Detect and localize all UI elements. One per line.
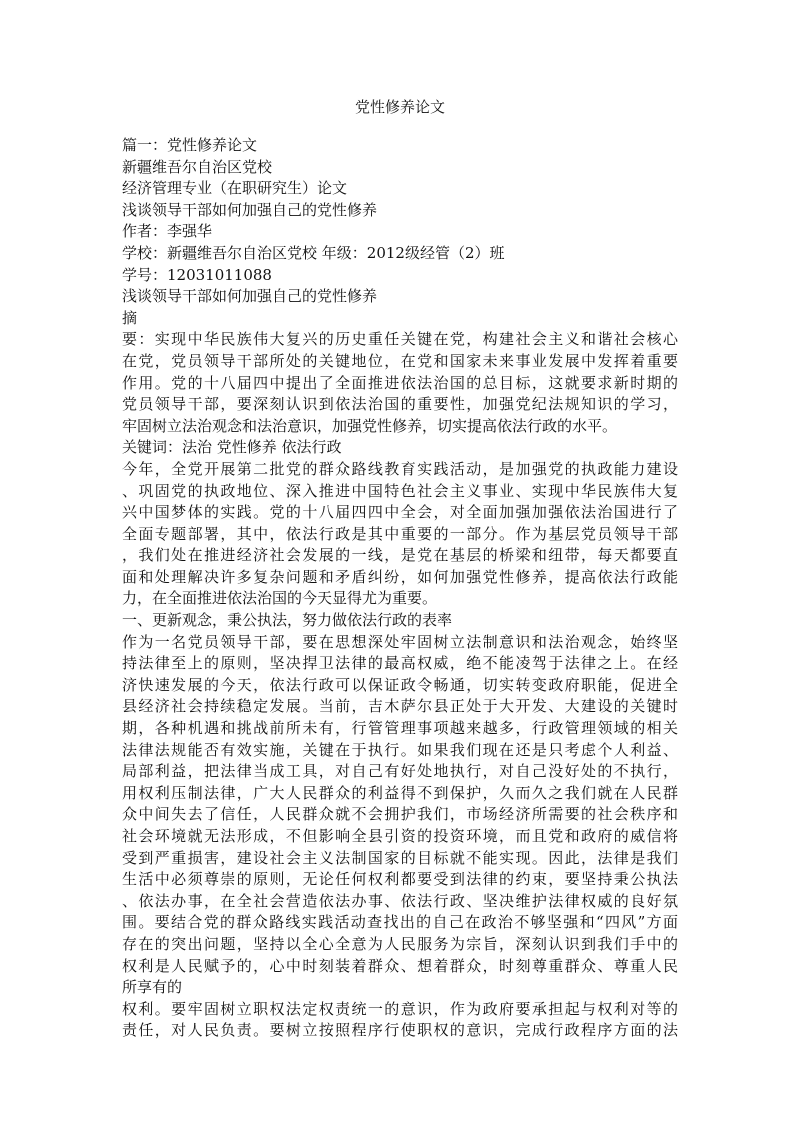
text-line: 持法律至上的原则，坚决捍卫法律的最高权威，绝不能凌驾于法律之上。在经: [122, 654, 678, 673]
text-line: 局部利益，把法律当成工具，对自己有好处地执行，对自己没好处的不执行，: [122, 762, 678, 781]
text-line: 所享有的: [122, 978, 183, 997]
document-body: [122, 135, 678, 1042]
text-line: 作用。党的十八届四中提出了全面推进依法治国的总目标，这就要求新时期的: [122, 373, 678, 392]
text-line: 围。要结合党的群众路线实践活动查找出的自己在政治不够坚强和“四风”方面: [122, 913, 678, 932]
text-line: 济快速发展的今天，依法行政可以保证政令畅通，切实转变政府职能，促进全: [122, 675, 678, 694]
text-line: 摘: [122, 308, 138, 327]
text-line: 权利是人民赋予的，心中时刻装着群众、想着群众，时刻尊重群众、尊重人民: [122, 956, 678, 975]
text-line: 党员领导干部，要深刻认识到依法治国的重要性，加强党纪法规知识的学习，: [122, 395, 678, 414]
text-line: 新疆维吾尔自治区党校: [122, 157, 273, 176]
text-line: 、巩固党的执政地位、深入推进中国特色社会主义事业、实现中华民族伟大复: [122, 481, 678, 500]
text-line: 存在的突出问题，坚持以全心全意为人民服务为宗旨，深刻认识到我们手中的: [122, 934, 678, 953]
text-line: 用权利压制法律，广大人民群众的利益得不到保护，久而久之我们就在人民群: [122, 783, 678, 802]
text-line: 浅谈领导干部如何加强自己的党性修养: [122, 200, 378, 219]
text-line: 篇一：党性修养论文: [122, 136, 258, 154]
text-line: 生活中必须尊崇的原则，无论任何权利都要受到法律的约束，要坚持秉公执法: [122, 870, 678, 889]
text-line: 兴中国梦体的实践。党的十八届四四中全会，对全面加强加强依法治国进行了: [122, 503, 678, 522]
text-line: 经济管理专业（在职研究生）论文: [122, 179, 348, 198]
text-line: 作为一名党员领导干部，要在思想深处牢固树立法制意识和法治观念，始终坚: [122, 632, 678, 651]
text-line: 力，在全面推进依法治国的今天显得尤为重要。: [122, 589, 438, 608]
text-line: 要：实现中华民族伟大复兴的历史重任关键在党，构建社会主义和谐社会核心: [122, 330, 678, 349]
text-line: 期，各种机遇和挑战前所未有，行管管理事项越来越多，行政管理领域的相关: [122, 719, 678, 738]
text-line: 作者：李强华: [122, 222, 213, 241]
text-line: 权利。要牢固树立职权法定权责统一的意识，作为政府要承担起与权利对等的: [122, 999, 678, 1018]
text-line: 一、更新观念，秉公执法，努力做依法行政的表率: [122, 611, 453, 630]
text-line: 学号：12031011088: [122, 265, 272, 284]
text-line: 法律法规能否有效实施，关键在于执行。如果我们现在还是只考虑个人利益、: [122, 740, 678, 759]
text-line: 学校：新疆维吾尔自治区党校 年级：2012级经管（2）班: [122, 243, 505, 262]
text-line: 众中间失去了信任，人民群众就不会拥护我们，市场经济所需要的社会秩序和: [122, 805, 678, 824]
text-line: 社会环境就无法形成，不但影响全县引资的投资环境，而且党和政府的威信将: [122, 827, 678, 845]
text-line: 关键词：法治 党性修养 依法行政: [122, 438, 342, 457]
text-line: 在党，党员领导干部所处的关键地位，在党和国家未来事业发展中发挥着重要: [122, 351, 678, 370]
text-line: 面和处理解决许多复杂问题和矛盾纠纷，如何加强党性修养，提高依法行政能: [122, 567, 678, 586]
text-line: 县经济社会持续稳定发展。当前，吉木萨尔县正处于大开发、大建设的关键时: [122, 697, 678, 716]
document-title: 党性修养论文: [354, 98, 445, 116]
text-line: 全面专题部署，其中，依法行政是其中重要的一部分。作为基层党员领导干部: [122, 524, 678, 543]
text-line: ，我们处在推进经济社会发展的一线，是党在基层的桥梁和纽带，每天都要直: [122, 546, 678, 565]
text-line: 浅谈领导干部如何加强自己的党性修养: [122, 287, 378, 306]
text-line: 牢固树立法治观念和法治意识，加强党性修养，切实提高依法行政的水平。: [122, 416, 618, 435]
text-line: 受到严重损害，建设社会主义法制国家的目标就不能实现。因此，法律是我们: [122, 848, 678, 867]
text-line: 、依法办事，在全社会营造依法办事、依法行政、坚决维护法律权威的良好氛: [122, 891, 678, 910]
text-line: 今年，全党开展第二批党的群众路线教育实践活动，是加强党的执政能力建设: [122, 459, 678, 478]
text-line: 责任，对人民负责。要树立按照程序行使职权的意识，完成行政程序方面的法: [122, 1021, 678, 1040]
